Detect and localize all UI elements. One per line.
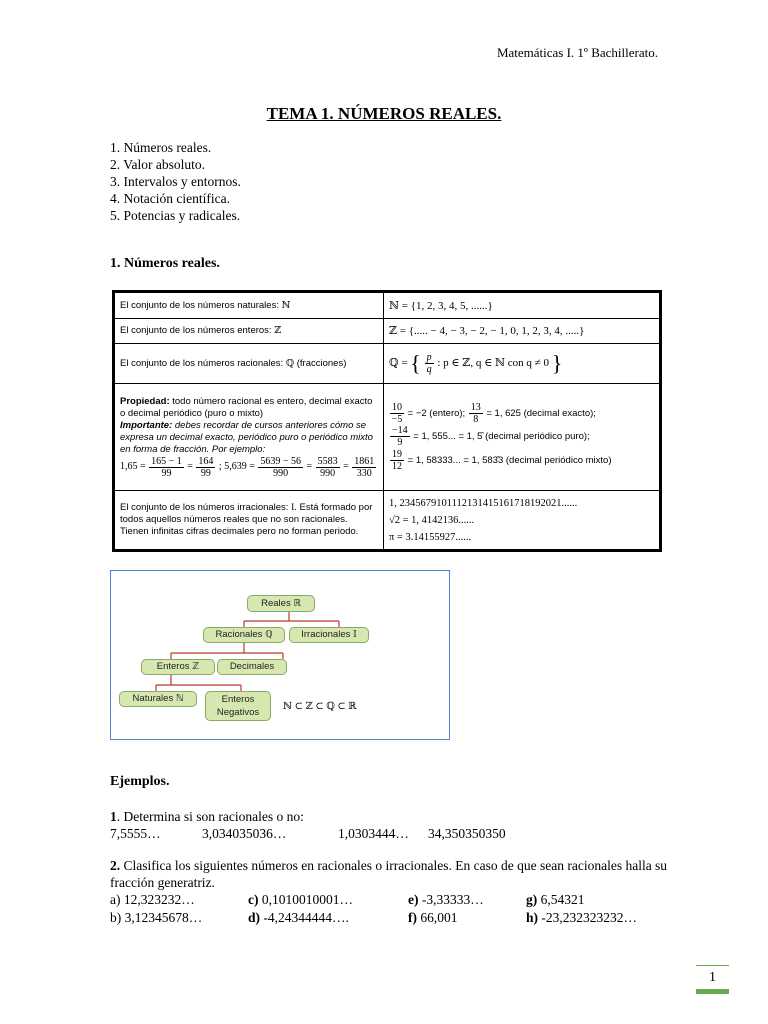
example-2: 2. Clasifica los siguientes números en racionales o irracionales. En caso de que sean racionales halla su fracción generatriz. a) 12,323232… c) 0,1010010001… e) -3,33333… g) 6,54321 b) 3,12345678… d) -4,24344444…. f) 66,001 h) -23,232323232…: [110, 858, 668, 925]
example-2-item: g) 6,54321: [526, 892, 585, 907]
node-decimales: Decimales: [217, 659, 287, 675]
examples-heading: Ejemplos.: [110, 774, 170, 789]
naturales-label-cell: El conjunto de los números naturales: ℕ: [115, 293, 384, 319]
example-2-item: e) -3,33333…: [408, 892, 484, 907]
inclusion-chain: ℕ ⊂ ℤ ⊂ ℚ ⊂ ℝ: [283, 701, 357, 712]
index-item: 5. Potencias y radicales.: [110, 208, 241, 223]
node-enteros-negativos: Enteros Negativos: [205, 691, 271, 721]
real-numbers-table: [112, 290, 662, 552]
enteros-def: ℤ = {..... − 4, − 3, − 2, − 1, 0, 1, 2, 3, 4, .....}: [384, 319, 660, 343]
section-heading: 1. Números reales.: [110, 256, 220, 271]
p-over-q: $\frac{p}{q}$: [426, 351, 432, 375]
propiedad-cell: Propiedad: todo número racional es entero, decimal exacto o decimal periódico (puro o mixto) Importante: debes recordar de cursos anteriores cómo se expresa un decimal exacto, periódico puro o periódico mixto en forma de fracción. Por ejemplo: 1,65 = $\frac{165 - 1}{99}$ = $\frac{164}{99}$ ; 5,639 = $\frac{5639 - 56}{990}$ = $\frac{5583}{990}$ = $\frac{1861}{330}$: [115, 384, 384, 491]
conversion-examples: 1,65 = $\frac{165 - 1}{99}$ = $\frac{164}{99}$ ; 5,639 = $\frac{5639 - 56}{990}$ = $\frac{5583}{990}$ = $\frac{1861}{330}$: [120, 455, 375, 479]
racionales-def: ℚ = { $\frac{p}{q}$ : p ∈ ℤ, q ∈ ℕ con q ≠ 0 }: [384, 343, 660, 383]
node-enteros: Enteros ℤ: [141, 659, 215, 675]
example-1: 1. Determina si son racionales o no: 7,5555… 3,034035036… 1,0303444… 34,350350350: [110, 809, 506, 841]
example-2-item: a) 12,323232…: [110, 892, 195, 907]
example-1-value: 34,350350350: [428, 826, 506, 841]
page-number: 1: [709, 970, 716, 985]
enteros-label-cell: El conjunto de los números enteros: ℤ: [115, 319, 384, 343]
index-item: 3. Intervalos y entornos.: [110, 174, 241, 189]
open-brace: {: [410, 350, 421, 376]
node-naturales: Naturales ℕ: [119, 691, 197, 707]
naturales-def: ℕ = {1, 2, 3, 4, 5, ......}: [384, 293, 660, 319]
node-irracionales: Irracionales 𝕀: [289, 627, 369, 643]
footer-divider: [696, 965, 729, 966]
close-brace: }: [551, 350, 563, 376]
irracionales-cell: El conjunto de los números irracionales: I. Está formado por todos aquellos números reales que no son racionales. Tienen infinitas cifras decimales pero no forman periodo.: [115, 491, 384, 550]
header-course: Matemáticas I. 1º Bachillerato.: [496, 45, 658, 60]
index-item: 2. Valor absoluto.: [110, 157, 205, 172]
page-title: TEMA 1. NÚMEROS REALES.: [266, 104, 502, 123]
example-1-value: 7,5555…: [110, 826, 161, 841]
example-2-item: h) -23,232323232…: [526, 910, 638, 925]
footer-accent-bar: [696, 989, 729, 994]
node-reales: Reales ℝ: [247, 595, 315, 612]
example-2-item: c) 0,1010010001…: [248, 892, 353, 907]
example-1-value: 1,0303444…: [338, 826, 409, 841]
irracionales-examples: 1, 2345679101112131415161718192021...... √2 = 1, 4142136...... π = 3.14155927......: [384, 491, 660, 550]
naturales-symbol: ℕ: [281, 301, 291, 312]
irracionales-symbol: I: [291, 503, 295, 514]
example-1-value: 3,034035036…: [202, 826, 287, 841]
number-sets-diagram: [110, 570, 450, 740]
example-2-item: d) -4,24344444….: [248, 910, 349, 925]
racionales-label-cell: El conjunto de los números racionales: ℚ (fracciones): [115, 343, 384, 383]
node-racionales: Racionales ℚ: [203, 627, 285, 643]
enteros-symbol: ℤ: [274, 326, 282, 337]
example-2-item: b) 3,12345678…: [110, 910, 203, 925]
racionales-symbol: ℚ: [285, 358, 295, 369]
propiedad-examples: $\frac{10}{-5}$ = −2 (entero); $\frac{13}{8}$ = 1, 625 (decimal exacto); $\frac{-14}{9}$ = 1, 555... = 1, 5̂ (decimal periódico puro); $\frac{19}{12}$ = 1, 58333... = 1, 583̂3 (decimal periódico mixto): [384, 384, 660, 491]
example-2-item: f) 66,001: [408, 910, 458, 925]
topic-index: [110, 139, 241, 224]
index-item: 4. Notación científica.: [110, 191, 230, 206]
index-item: 1. Números reales.: [110, 140, 212, 155]
